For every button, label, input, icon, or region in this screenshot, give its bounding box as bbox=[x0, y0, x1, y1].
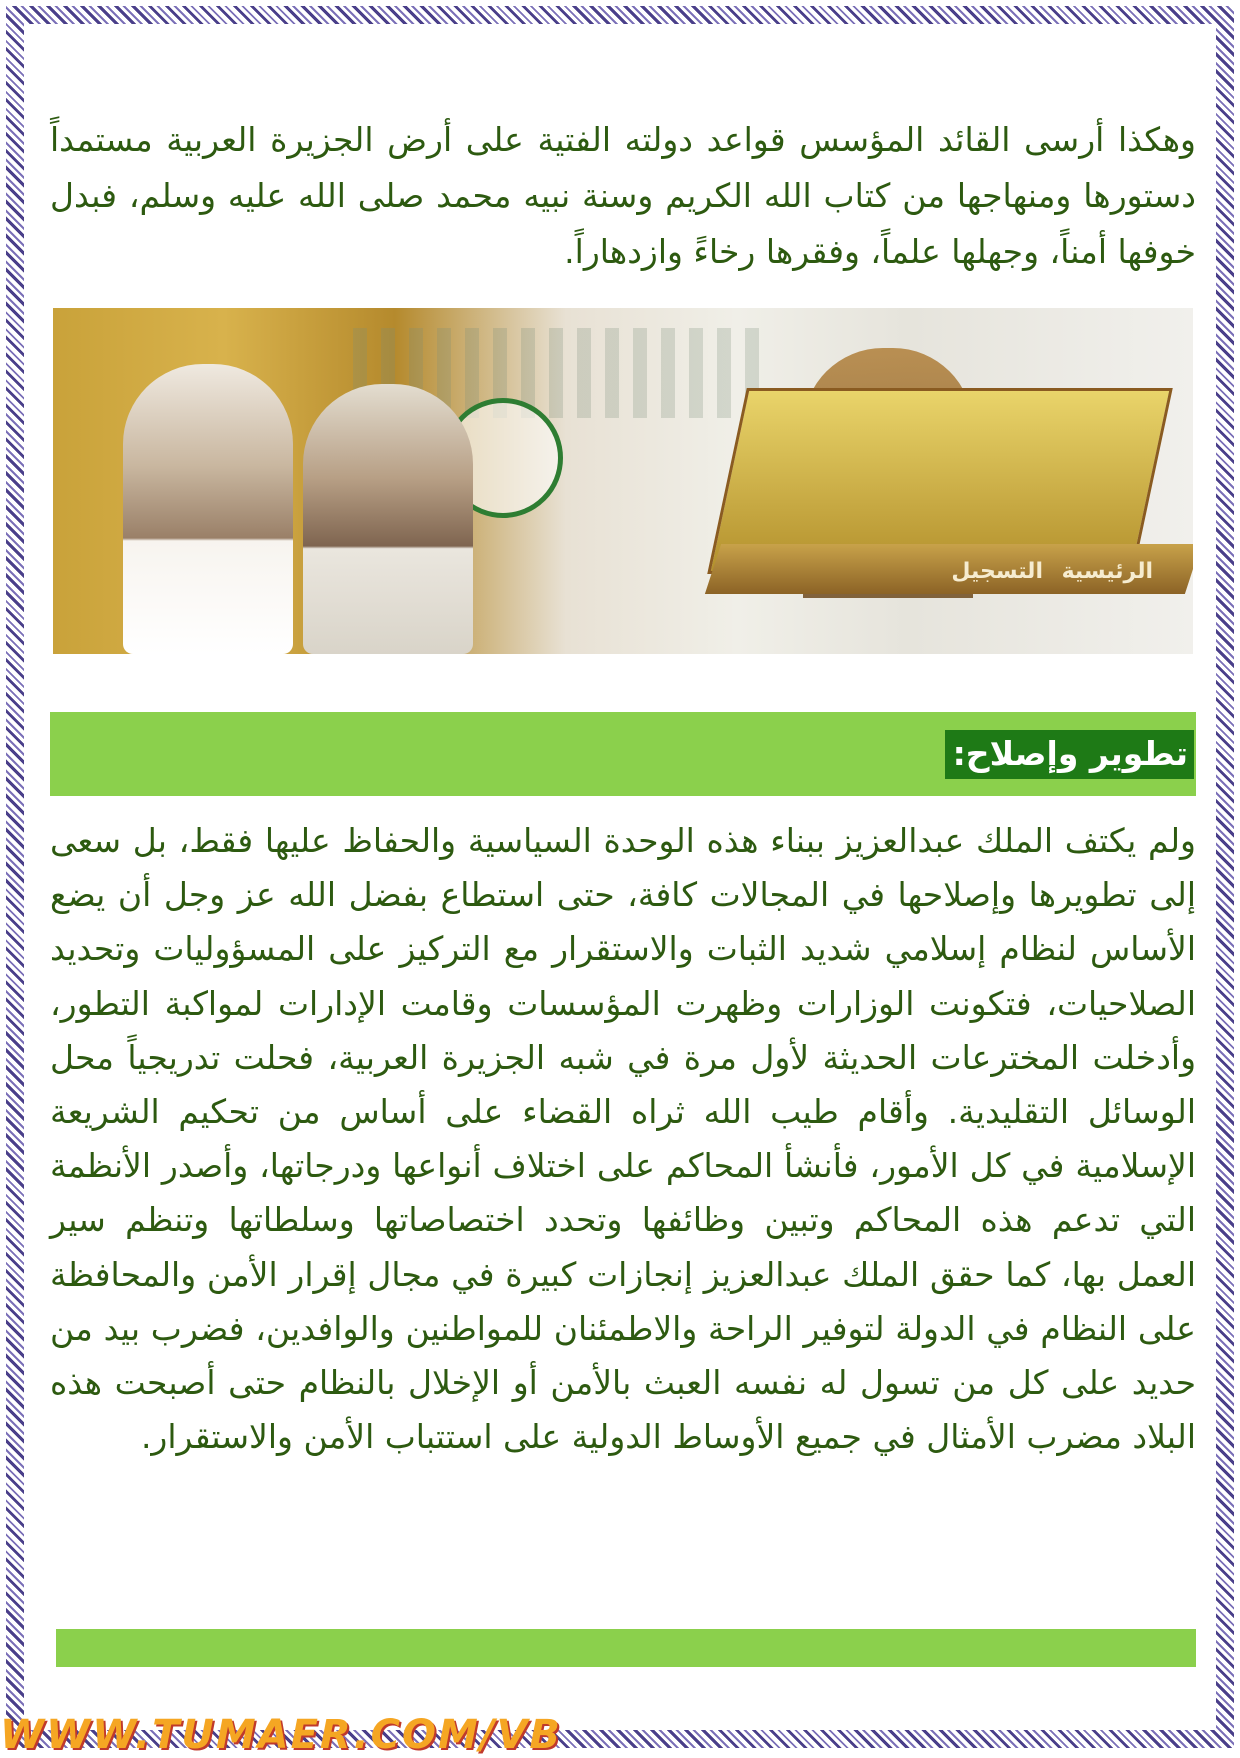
page-content bbox=[50, 100, 1196, 1464]
banner-nav-home: الرئيسية bbox=[1061, 559, 1153, 584]
section-header-bar bbox=[50, 712, 1196, 796]
site-watermark: WWW.TUMAER.COM/VB bbox=[0, 1712, 562, 1758]
footer-bar bbox=[56, 1629, 1196, 1667]
portrait-image bbox=[303, 384, 473, 654]
section-title: تطوير وإصلاح: bbox=[945, 730, 1194, 779]
banner-nav-register: التسجيل bbox=[951, 559, 1043, 584]
section-body: ولم يكتف الملك عبدالعزيز ببناء هذه الوحدة السياسية والحفاظ عليها فقط، بل سعى إلى تطويرها وإصلاحها في المجالات كافة، حتى استطاع بفضل الله عز وجل أن يضع الأساس لنظام إسلامي شديد الثبات والاستقرار مع التركيز على المسؤوليات وتحديد الصلاحيات، فتكونت الوزارات وظهرت المؤسسات وقامت الإدارات لمواكبة التطور، وأدخلت المخترعات الحديثة لأول مرة في شبه الجزيرة العربية، فحلت تدريجياً محل الوسائل التقليدية. وأقام طيب الله ثراه القضاء على أساس من تحكيم الشريعة الإسلامية في كل الأمور، فأنشأ المحاكم على اختلاف أنواعها ودرجاتها، وأصدر الأنظمة التي تدعم هذه المحاكم وتبين وظائفها وتحدد اختصاصاتها وسلطاتها وتنظم سير العمل بها، كما حقق الملك عبدالعزيز إنجازات كبيرة في مجال إقرار الأمن والمحافظة على النظام في الدولة لتوفير الراحة والاطمئنان للمواطنين والوافدين، فضرب بيد من حديد على كل من تسول له نفسه العبث بالأمن أو الإخلال بالنظام حتى أصبحت هذه البلاد مضرب الأمثال في جميع الأوساط الدولية على استتباب الأمن والاستقرار. bbox=[50, 821, 1196, 1457]
forum-banner-image bbox=[53, 308, 1193, 654]
intro-paragraph: وهكذا أرسى القائد المؤسس قواعد دولته الفتية على أرض الجزيرة العربية مستمداً دستورها ومنهاجها من كتاب الله الكريم وسنة نبيه محمد صلى الله عليه وسلم، فبدل خوفها أمناً، وجهلها علماً، وفقرها رخاءً وازدهاراً. bbox=[50, 120, 1196, 271]
portrait-image bbox=[123, 364, 293, 654]
